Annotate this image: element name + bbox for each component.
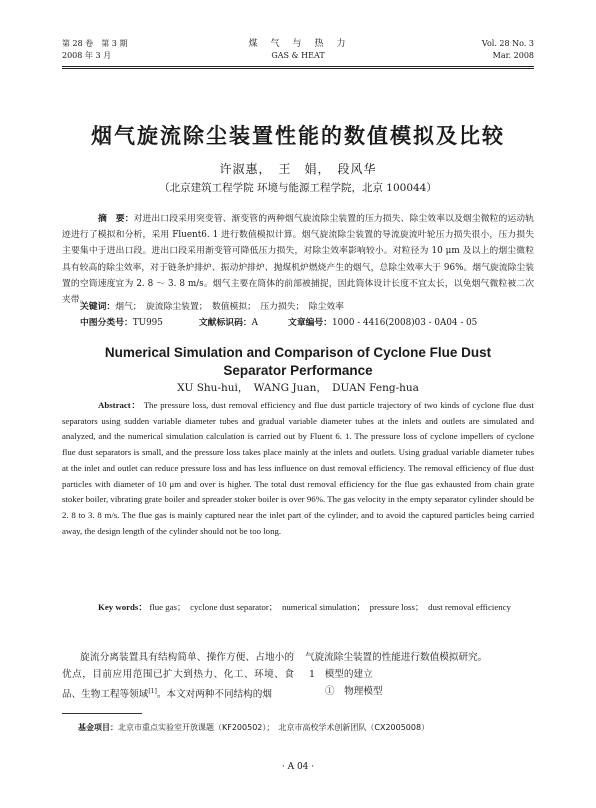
keywords-cn-label: 关键词：: [80, 302, 116, 312]
keywords-en-label: Key words：: [98, 602, 148, 612]
keywords-cn-text: 烟气； 旋流除尘装置； 数值模拟； 压力损失； 除尘效率: [115, 302, 344, 312]
abstract-cn-label: 摘 要：: [98, 214, 134, 224]
header-right: [482, 38, 534, 62]
abstract-cn: [62, 211, 534, 308]
classification-line: [80, 317, 477, 329]
header-rule-thin: [62, 68, 534, 69]
reference-marker: [1]: [148, 688, 157, 695]
body-left-text: 旋流分离装置具有结构简单、操作方便、占地小的优点，目前应用范围已扩大到热力、化工、环境、食品、生物工程等领域: [62, 652, 294, 701]
article-value: 1000 - 4416(2008)03 - 0A04 - 05: [332, 318, 478, 328]
footnote: [78, 722, 429, 734]
title-cn: 烟气旋流除尘装置性能的数值模拟及比较: [91, 123, 505, 148]
keywords-cn: [80, 301, 344, 313]
header-rule: [62, 66, 534, 67]
abstract-en-label: Abstract：: [98, 400, 141, 410]
title-en: [0, 344, 596, 380]
footnote-rule: [62, 713, 142, 714]
body-left-column: [62, 649, 294, 703]
footnote-text: 北京市重点实验室开放课题（KF200502）； 北京市高校学术创新团队（CX2005008）: [118, 723, 430, 732]
body-right-column: [305, 649, 534, 700]
affiliation-cn: （北京建筑工程学院 环境与能源工程学院，北京 100044）: [159, 182, 437, 194]
header-volume-cn: 第 28 卷 第 3 期: [62, 39, 128, 48]
doc-value: A: [251, 318, 259, 328]
header-date-en: Mar. 2008: [492, 51, 534, 60]
header-date-cn: 2008 年 3 月: [62, 51, 112, 60]
section-heading: 1 模型的建立: [309, 669, 373, 680]
body-right-text: 气旋流除尘装置的性能进行数值模拟研究。: [305, 652, 488, 663]
footnote-label: 基金项目：: [78, 723, 118, 732]
keywords-en: [62, 600, 534, 616]
authors-cn: 许淑惠， 王 娟， 段风华: [219, 162, 377, 176]
subsection-heading: ① 物理模型: [325, 686, 383, 697]
title-en-line1: Numerical Simulation and Comparison of Cyclone Flue Dust: [104, 345, 492, 360]
article-label: 文章编号：: [288, 318, 333, 328]
clc-label: 中图分类号：: [80, 318, 133, 328]
header-journal-cn: 煤 气 与 热 力: [248, 39, 348, 49]
header-journal-en: GAS & HEAT: [271, 51, 325, 60]
abstract-en: [62, 398, 534, 539]
header-volume-en: Vol. 28 No. 3: [481, 39, 534, 48]
title-en-line2: Separator Performance: [223, 363, 373, 378]
clc-value: TU995: [132, 318, 163, 328]
doc-label: 文献标识码：: [198, 318, 252, 328]
authors-en: XU Shu-hui， WANG Juan， DUAN Feng-hua: [177, 382, 419, 394]
abstract-en-text: The pressure loss, dust removal efficiency and flue dust particle trajectory of two kinds of cyclone flue dust separators using sudden variable diameter tubes and gradual variable diameter tubes at the inlets and outlets are simulated and analyzed, and the numerical simulation calculation is carried out by Fluent 6. 1. The pressure loss of cyclone impellers of cyclone flue dust separators is small, and the pressure loss takes place mainly at the inlets and outlets. Using gradual variable diameter tubes at the inlet and outlet can reduce pressure loss and has less influence on dust removal efficiency. The removal efficiency of flue dust particles with diameter of 10 μm and over is higher. The total dust removal efficiency for the flue gas exhausted from chain grate stoker boiler, vibrating grate boiler and spreader stoker boiler is over 96%. The gas velocity in the empty separator cylinder should be 2. 8 to 3. 8 m/s. The flue gas is mainly captured near the inlet part of the cylinder, and to avoid the captured particles being carried away, the design length of the cylinder should not be too long.: [62, 400, 534, 536]
page-number: · A 04 ·: [281, 762, 315, 772]
keywords-en-text: flue gas； cyclone dust separator； numerical simulation； pressure loss； dust removal efficiency: [149, 602, 511, 612]
abstract-cn-text: 对进出口段采用突变管、渐变管的两种烟气旋流除尘装置的压力损失、除尘效率以及烟尘微粒的运动轨迹进行了模拟和分析，采用 Fluent6. 1 进行数值模拟计算。烟气旋流除尘装置的导流旋流叶轮压力损失很小，压力损失主要集中于进出口段。进出口段采用渐变管可降低压力损失，对除尘效率影响较小。对粒径为 10 μm 及以上的烟尘微粒具有较高的除尘效率，对于链条炉排炉、振动炉排炉、抛煤机炉燃烧产生的烟气，总除尘效率大于 96%。烟气旋流除尘装置的空筒速度宜为 2. 8 ～ 3. 8 m/s。烟气主要在筒体的前部被捕捉，因此筒体设计长度不宜太长，以免烟气微粒被二次夹带。: [62, 214, 534, 306]
body-left-text-2: 。本文对两种不同结构的烟: [156, 689, 272, 701]
